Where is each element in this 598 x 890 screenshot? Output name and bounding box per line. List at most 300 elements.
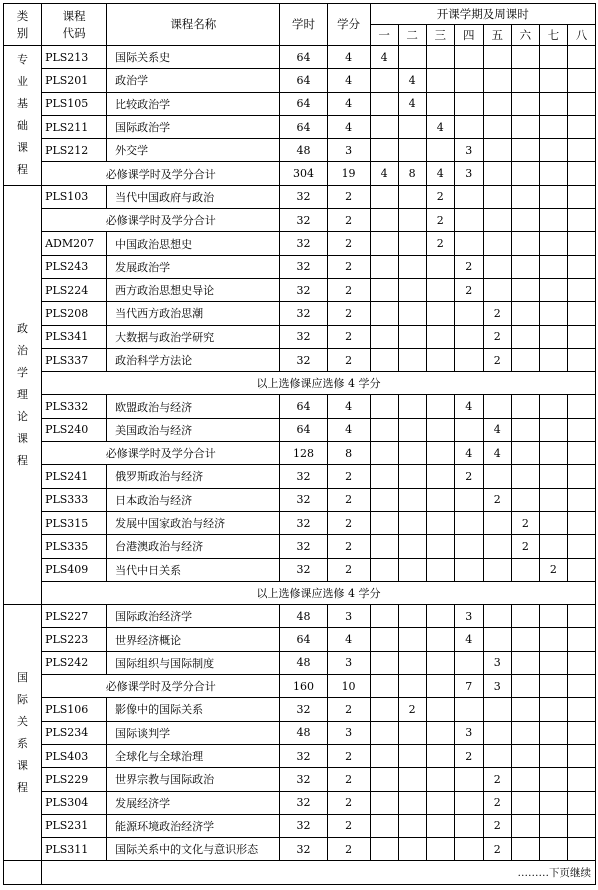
semester-7-hours [539, 418, 567, 441]
semester-8-hours [567, 115, 595, 138]
header-semester-8: 八 [567, 25, 595, 46]
course-row [4, 651, 596, 674]
semester-2-hours: 4 [398, 69, 426, 92]
hours-cell: 48 [280, 651, 327, 674]
semester-6-hours [511, 232, 539, 255]
category-cell: 国 际 关 系 课 程 [4, 605, 42, 861]
semester-2-hours [398, 838, 426, 861]
semester-6-hours [511, 768, 539, 791]
semester-6-hours [511, 558, 539, 581]
course-code: PLS105 [42, 92, 107, 115]
semester-3-hours [426, 92, 454, 115]
semester-7-hours [539, 185, 567, 208]
semester-7-hours [539, 651, 567, 674]
semester-8-hours [567, 605, 595, 628]
semester-8-hours [567, 698, 595, 721]
semester-1-hours [370, 791, 398, 814]
category-cell: 专 业 基 础 课 程 [4, 46, 42, 186]
semester-7-hours [539, 744, 567, 767]
hours-cell: 64 [280, 115, 327, 138]
semester-2-hours [398, 675, 426, 698]
credits-cell: 3 [327, 139, 370, 162]
semester-8-hours [567, 675, 595, 698]
semester-8-hours [567, 325, 595, 348]
course-row [4, 791, 596, 814]
semester-2-hours [398, 232, 426, 255]
course-name: 欧盟政治与经济 [107, 395, 280, 418]
course-name: 世界宗教与国际政治 [107, 768, 280, 791]
semester-3-hours [426, 442, 454, 465]
semester-2-hours: 8 [398, 162, 426, 185]
semester-5-hours [483, 698, 511, 721]
semester-3-hours [426, 814, 454, 837]
elective-note: 以上选修课应选修 4 学分 [42, 372, 596, 395]
course-code: PLS332 [42, 395, 107, 418]
course-code: PLS208 [42, 302, 107, 325]
semester-6-hours [511, 348, 539, 371]
semester-4-hours [454, 791, 483, 814]
semester-7-hours [539, 302, 567, 325]
hours-cell: 32 [280, 255, 327, 278]
course-name: 中国政治思想史 [107, 232, 280, 255]
semester-4-hours [454, 348, 483, 371]
semester-3-hours [426, 838, 454, 861]
semester-3-hours [426, 255, 454, 278]
header-name: 课程名称 [107, 4, 280, 46]
semester-4-hours [454, 325, 483, 348]
semester-2-hours [398, 278, 426, 301]
semester-3-hours [426, 348, 454, 371]
semester-8-hours [567, 511, 595, 534]
semester-5-hours: 2 [483, 814, 511, 837]
semester-6-hours [511, 651, 539, 674]
semester-8-hours [567, 395, 595, 418]
semester-1-hours [370, 744, 398, 767]
course-name: 当代中国政府与政治 [107, 185, 280, 208]
credits-cell: 2 [327, 185, 370, 208]
semester-1-hours [370, 348, 398, 371]
semester-3-hours: 2 [426, 232, 454, 255]
semester-7-hours [539, 698, 567, 721]
semester-4-hours [454, 232, 483, 255]
hours-cell: 32 [280, 791, 327, 814]
course-name: 西方政治思想史导论 [107, 278, 280, 301]
hours-cell: 160 [280, 675, 327, 698]
semester-7-hours [539, 768, 567, 791]
semester-6-hours [511, 139, 539, 162]
semester-8-hours [567, 255, 595, 278]
course-name: 当代中日关系 [107, 558, 280, 581]
hours-cell: 32 [280, 838, 327, 861]
hours-cell: 304 [280, 162, 327, 185]
semester-8-hours [567, 535, 595, 558]
header-semester-3: 三 [426, 25, 454, 46]
header-semester-2: 二 [398, 25, 426, 46]
semester-4-hours [454, 92, 483, 115]
semester-6-hours [511, 791, 539, 814]
semester-3-hours: 4 [426, 162, 454, 185]
hours-cell: 64 [280, 395, 327, 418]
credits-cell: 4 [327, 628, 370, 651]
subtotal-row [4, 675, 596, 698]
course-row [4, 628, 596, 651]
semester-2-hours [398, 605, 426, 628]
course-code: PLS211 [42, 115, 107, 138]
course-row [4, 232, 596, 255]
header-semester-7: 七 [539, 25, 567, 46]
semester-6-hours [511, 721, 539, 744]
semester-1-hours [370, 465, 398, 488]
semester-6-hours [511, 69, 539, 92]
hours-cell: 32 [280, 698, 327, 721]
category-cell: 政 治 学 理 论 课 程 [4, 185, 42, 604]
credits-cell: 3 [327, 721, 370, 744]
semester-4-hours: 3 [454, 721, 483, 744]
credits-cell: 2 [327, 535, 370, 558]
credits-cell: 2 [327, 768, 370, 791]
semester-3-hours [426, 605, 454, 628]
elective-note-row [4, 372, 596, 395]
semester-3-hours [426, 535, 454, 558]
credits-cell: 4 [327, 115, 370, 138]
semester-4-hours: 2 [454, 278, 483, 301]
semester-3-hours [426, 651, 454, 674]
course-row [4, 838, 596, 861]
semester-4-hours: 7 [454, 675, 483, 698]
semester-6-hours [511, 92, 539, 115]
credits-cell: 4 [327, 69, 370, 92]
semester-1-hours [370, 558, 398, 581]
subtotal-label: 必修课学时及学分合计 [42, 209, 280, 232]
semester-3-hours [426, 721, 454, 744]
semester-2-hours [398, 255, 426, 278]
semester-6-hours [511, 302, 539, 325]
course-name: 台港澳政治与经济 [107, 535, 280, 558]
course-name: 外交学 [107, 139, 280, 162]
semester-1-hours [370, 395, 398, 418]
semester-5-hours [483, 535, 511, 558]
credits-cell: 8 [327, 442, 370, 465]
semester-1-hours [370, 418, 398, 441]
course-name: 发展政治学 [107, 255, 280, 278]
semester-8-hours [567, 651, 595, 674]
credits-cell: 19 [327, 162, 370, 185]
semester-6-hours [511, 838, 539, 861]
semester-2-hours [398, 185, 426, 208]
semester-2-hours [398, 325, 426, 348]
semester-6-hours: 2 [511, 535, 539, 558]
course-code: PLS231 [42, 814, 107, 837]
hours-cell: 32 [280, 511, 327, 534]
course-code: PLS243 [42, 255, 107, 278]
semester-1-hours [370, 302, 398, 325]
semester-8-hours [567, 209, 595, 232]
hours-cell: 32 [280, 744, 327, 767]
semester-5-hours [483, 255, 511, 278]
semester-1-hours [370, 185, 398, 208]
semester-6-hours [511, 442, 539, 465]
credits-cell: 4 [327, 395, 370, 418]
header-category: 类 别 [4, 4, 42, 46]
semester-4-hours: 4 [454, 442, 483, 465]
semester-1-hours [370, 768, 398, 791]
semester-2-hours [398, 488, 426, 511]
credits-cell: 2 [327, 838, 370, 861]
semester-7-hours [539, 348, 567, 371]
course-row [4, 325, 596, 348]
credits-cell: 2 [327, 302, 370, 325]
course-code: PLS403 [42, 744, 107, 767]
semester-4-hours [454, 488, 483, 511]
semester-3-hours [426, 488, 454, 511]
semester-4-hours [454, 115, 483, 138]
course-name: 国际组织与国际制度 [107, 651, 280, 674]
semester-8-hours [567, 348, 595, 371]
course-name: 日本政治与经济 [107, 488, 280, 511]
semester-5-hours [483, 92, 511, 115]
semester-5-hours [483, 395, 511, 418]
semester-7-hours [539, 465, 567, 488]
semester-4-hours [454, 535, 483, 558]
semester-4-hours [454, 209, 483, 232]
semester-4-hours [454, 698, 483, 721]
credits-cell: 2 [327, 744, 370, 767]
semester-3-hours [426, 69, 454, 92]
semester-1-hours [370, 139, 398, 162]
semester-8-hours [567, 46, 595, 69]
course-name: 国际政治经济学 [107, 605, 280, 628]
hours-cell: 128 [280, 442, 327, 465]
semester-1-hours [370, 278, 398, 301]
semester-4-hours [454, 69, 483, 92]
semester-1-hours [370, 442, 398, 465]
course-row [4, 348, 596, 371]
subtotal-row [4, 442, 596, 465]
semester-2-hours [398, 768, 426, 791]
semester-7-hours [539, 395, 567, 418]
course-name: 发展经济学 [107, 791, 280, 814]
course-row [4, 92, 596, 115]
semester-5-hours: 4 [483, 418, 511, 441]
course-code: PLS311 [42, 838, 107, 861]
semester-3-hours: 2 [426, 185, 454, 208]
course-row [4, 278, 596, 301]
hours-cell: 32 [280, 488, 327, 511]
semester-3-hours [426, 325, 454, 348]
subtotal-row [4, 162, 596, 185]
elective-note-row [4, 581, 596, 604]
hours-cell: 64 [280, 69, 327, 92]
semester-2-hours [398, 139, 426, 162]
course-code: PLS333 [42, 488, 107, 511]
semester-7-hours [539, 791, 567, 814]
semester-4-hours [454, 651, 483, 674]
course-row [4, 395, 596, 418]
semester-2-hours [398, 348, 426, 371]
semester-5-hours: 2 [483, 488, 511, 511]
semester-2-hours [398, 302, 426, 325]
course-code: PLS224 [42, 278, 107, 301]
semester-1-hours [370, 255, 398, 278]
header-semester-1: 一 [370, 25, 398, 46]
credits-cell: 2 [327, 791, 370, 814]
course-row [4, 115, 596, 138]
course-name: 国际谈判学 [107, 721, 280, 744]
semester-3-hours [426, 628, 454, 651]
continue-category-blank [4, 861, 42, 884]
semester-8-hours [567, 232, 595, 255]
semester-8-hours [567, 744, 595, 767]
credits-cell: 2 [327, 209, 370, 232]
semester-4-hours [454, 814, 483, 837]
semester-5-hours [483, 162, 511, 185]
semester-8-hours [567, 838, 595, 861]
course-code: PLS341 [42, 325, 107, 348]
header-row [4, 4, 596, 25]
semester-8-hours [567, 69, 595, 92]
semester-7-hours [539, 838, 567, 861]
semester-6-hours [511, 395, 539, 418]
credits-cell: 2 [327, 232, 370, 255]
hours-cell: 32 [280, 232, 327, 255]
semester-5-hours [483, 139, 511, 162]
semester-5-hours [483, 115, 511, 138]
course-code: PLS227 [42, 605, 107, 628]
semester-1-hours [370, 511, 398, 534]
course-name: 国际关系中的文化与意识形态 [107, 838, 280, 861]
header-semester-4: 四 [454, 25, 483, 46]
credits-cell: 2 [327, 488, 370, 511]
course-name: 能源环境政治经济学 [107, 814, 280, 837]
semester-8-hours [567, 558, 595, 581]
header-semester-5: 五 [483, 25, 511, 46]
hours-cell: 32 [280, 209, 327, 232]
course-code: PLS106 [42, 698, 107, 721]
header-code: 课程 代码 [42, 4, 107, 46]
semester-6-hours [511, 605, 539, 628]
course-name: 国际关系史 [107, 46, 280, 69]
semester-2-hours: 4 [398, 92, 426, 115]
hours-cell: 32 [280, 768, 327, 791]
course-code: PLS229 [42, 768, 107, 791]
semester-7-hours [539, 46, 567, 69]
hours-cell: 32 [280, 535, 327, 558]
course-row [4, 511, 596, 534]
header-semester-group: 开课学期及周课时 [370, 4, 595, 25]
course-code: PLS304 [42, 791, 107, 814]
course-code: PLS103 [42, 185, 107, 208]
semester-1-hours [370, 488, 398, 511]
semester-7-hours [539, 139, 567, 162]
hours-cell: 48 [280, 721, 327, 744]
header-semester-6: 六 [511, 25, 539, 46]
course-row [4, 185, 596, 208]
semester-1-hours [370, 535, 398, 558]
course-row [4, 255, 596, 278]
semester-5-hours: 2 [483, 791, 511, 814]
semester-7-hours [539, 255, 567, 278]
course-code: ADM207 [42, 232, 107, 255]
semester-1-hours [370, 115, 398, 138]
course-name: 世界经济概论 [107, 628, 280, 651]
semester-5-hours: 3 [483, 675, 511, 698]
semester-8-hours [567, 721, 595, 744]
semester-8-hours [567, 418, 595, 441]
course-code: PLS242 [42, 651, 107, 674]
semester-6-hours [511, 628, 539, 651]
hours-cell: 32 [280, 325, 327, 348]
semester-3-hours [426, 768, 454, 791]
course-row [4, 488, 596, 511]
course-row [4, 302, 596, 325]
semester-8-hours [567, 465, 595, 488]
semester-1-hours: 4 [370, 46, 398, 69]
semester-1-hours [370, 325, 398, 348]
semester-5-hours [483, 558, 511, 581]
curriculum-table-body [4, 4, 596, 885]
course-row [4, 605, 596, 628]
semester-4-hours: 3 [454, 162, 483, 185]
semester-4-hours: 2 [454, 255, 483, 278]
semester-6-hours [511, 418, 539, 441]
hours-cell: 64 [280, 628, 327, 651]
semester-2-hours [398, 744, 426, 767]
hours-cell: 32 [280, 185, 327, 208]
semester-6-hours [511, 278, 539, 301]
semester-2-hours [398, 511, 426, 534]
course-name: 全球化与全球治理 [107, 744, 280, 767]
semester-7-hours [539, 721, 567, 744]
course-code: PLS337 [42, 348, 107, 371]
semester-8-hours [567, 139, 595, 162]
course-name: 影像中的国际关系 [107, 698, 280, 721]
hours-cell: 32 [280, 558, 327, 581]
semester-2-hours [398, 651, 426, 674]
semester-3-hours [426, 418, 454, 441]
semester-4-hours: 3 [454, 605, 483, 628]
header-hours: 学时 [280, 4, 327, 46]
semester-6-hours [511, 675, 539, 698]
continue-note: ………下页继续 [42, 861, 596, 884]
semester-3-hours [426, 278, 454, 301]
course-name: 比较政治学 [107, 92, 280, 115]
semester-7-hours [539, 511, 567, 534]
semester-6-hours [511, 209, 539, 232]
course-code: PLS241 [42, 465, 107, 488]
semester-4-hours [454, 558, 483, 581]
course-name: 政治科学方法论 [107, 348, 280, 371]
semester-3-hours [426, 139, 454, 162]
semester-7-hours [539, 278, 567, 301]
course-code: PLS223 [42, 628, 107, 651]
semester-2-hours [398, 721, 426, 744]
semester-8-hours [567, 185, 595, 208]
course-row [4, 465, 596, 488]
credits-cell: 3 [327, 605, 370, 628]
semester-7-hours [539, 814, 567, 837]
course-row [4, 721, 596, 744]
credits-cell: 2 [327, 255, 370, 278]
semester-1-hours [370, 605, 398, 628]
semester-5-hours: 4 [483, 442, 511, 465]
semester-4-hours: 2 [454, 744, 483, 767]
semester-7-hours [539, 605, 567, 628]
semester-4-hours: 4 [454, 395, 483, 418]
course-row [4, 69, 596, 92]
semester-5-hours: 2 [483, 325, 511, 348]
semester-5-hours: 2 [483, 838, 511, 861]
semester-4-hours: 2 [454, 465, 483, 488]
